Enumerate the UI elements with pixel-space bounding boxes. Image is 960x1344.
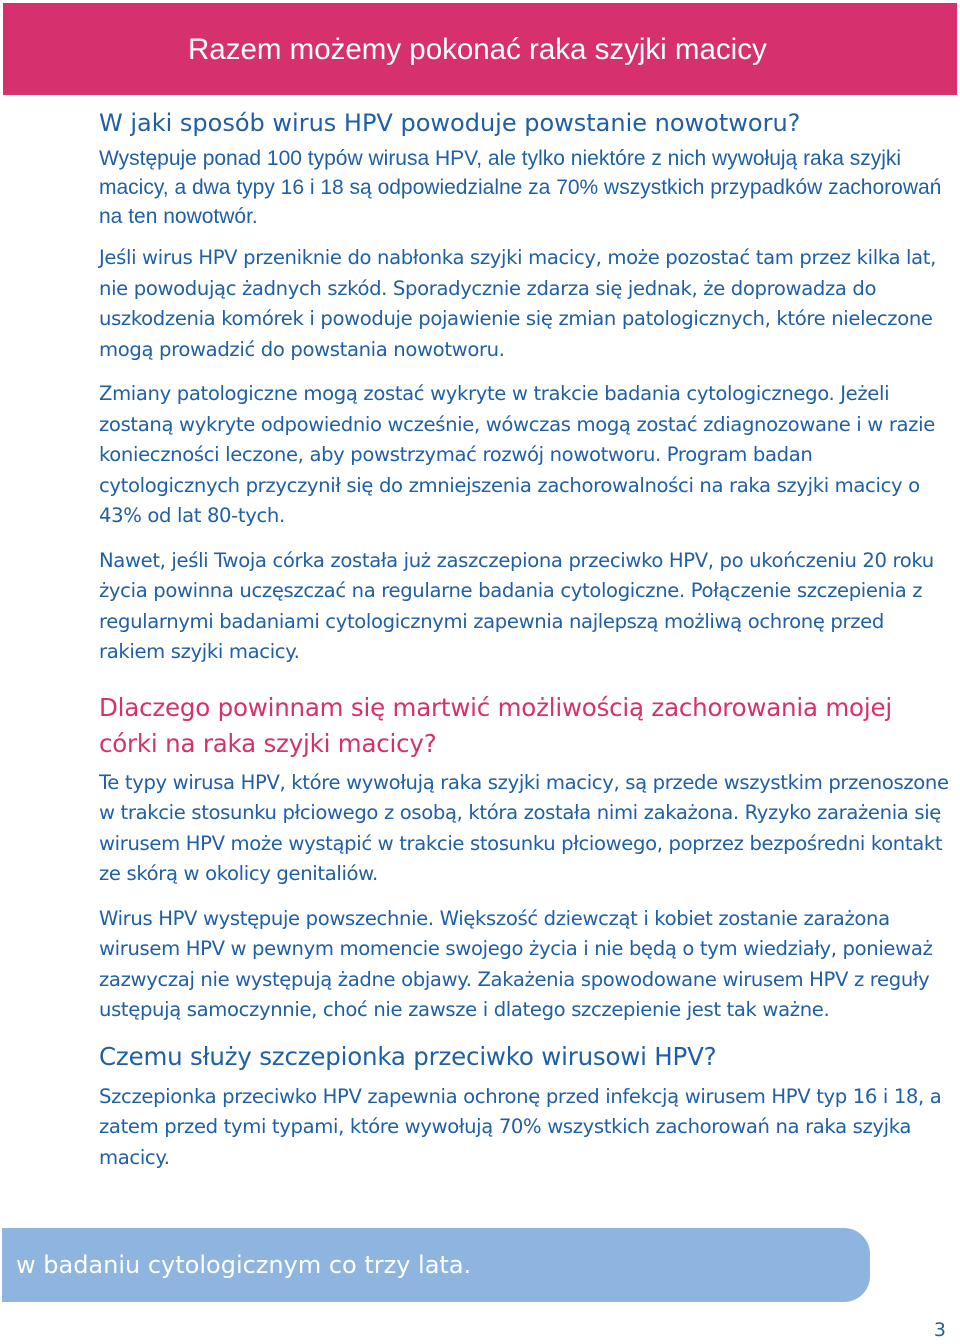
paragraph-hpv-infection: Jeśli wirus HPV przeniknie do nabłonka szyjki macicy, może pozostać tam przez kilka lat, nie powodując żadnych szkód. Sporadycznie zdarza się jednak, że doprowadza do uszkodzenia komórek i powoduje pojawienie się zmian patologicznych, które nieleczone mogą prowadzić do powstania nowotworu.: [99, 246, 936, 361]
paragraph-hpv-types: Występuje ponad 100 typów wirusa HPV, ale tylko niektóre z nich wywołują raka szyjki macicy, a dwa typy 16 i 18 są odpowiedzialne za 70% wszystkich przypadków zachorowań na ten nowotwór.: [99, 147, 942, 228]
paragraph-cytology-detection: Zmiany patologiczne mogą zostać wykryte w trakcie badania cytologicznego. Jeżeli zostaną wykryte odpowiednio wcześnie, wówczas mogą zostać zdiagnozowane i w razie konieczności leczone, aby powstrzymać rozwój nowotworu. Program badan cytologicznych przyczynił się do zmniejszenia zachorowalności na raka szyjki macicy o 43% od lat 80-tych.: [99, 382, 935, 527]
paragraph-prevalence: Wirus HPV występuje powszechnie. Większość dziewcząt i kobiet zostanie zarażona wirusem HPV w pewnym momencie swojego życia i nie będą o tym wiedziały, ponieważ zazwyczaj nie występują żadne objawy. Zakażenia spowodowane wirusem HPV z reguły ustępują samoczynnie, choć nie zawsze i dlatego szczepienie jest tak ważne.: [99, 906, 933, 1021]
paragraph-regular-screening: Nawet, jeśli Twoja córka została już zaszczepiona przeciwko HPV, po ukończeniu 20 roku życia powinna uczęszczać na regularne badania cytologiczne. Połączenie szczepienia z regularnymi badaniami cytologicznymi zapewnia najlepszą możliwą ochronę przed rakiem szyjki macicy.: [99, 548, 934, 663]
section-heading-vaccine-purpose: Czemu służy szczepionka przeciwko wirusowi HPV?: [99, 1041, 717, 1071]
section-heading-hpv-cause: W jaki sposób wirus HPV powoduje powstanie nowotworu?: [99, 109, 801, 137]
paragraph-vaccine-protection: Szczepionka przeciwko HPV zapewnia ochronę przed infekcją wirusem HPV typ 16 i 18, a zatem przed tymi typami, które wywołują 70% wszystkich zachorowań na raka szyjka macicy.: [99, 1084, 942, 1169]
page-title: Razem możemy pokonać raka szyjki macicy: [188, 33, 767, 66]
section-heading-why-worry: Dlaczego powinnam się martwić możliwością zachorowania mojej córki na raka szyjki macicy?: [99, 692, 892, 758]
page-number: 3: [933, 1319, 946, 1341]
footer-text: w badaniu cytologicznym co trzy lata.: [16, 1251, 472, 1279]
paragraph-transmission: Te typy wirusa HPV, które wywołują raka szyjki macicy, są przede wszystkim przenoszone w trakcie stosunku płciowego z osobą, która została nimi zakażona. Ryzyko zarażenia się wirusem HPV może wystąpić w trakcie stosunku płciowego, poprzez bezpośredni kontakt ze skórą w okolicy genitaliów.: [99, 770, 949, 885]
main-content: [99, 106, 949, 1187]
